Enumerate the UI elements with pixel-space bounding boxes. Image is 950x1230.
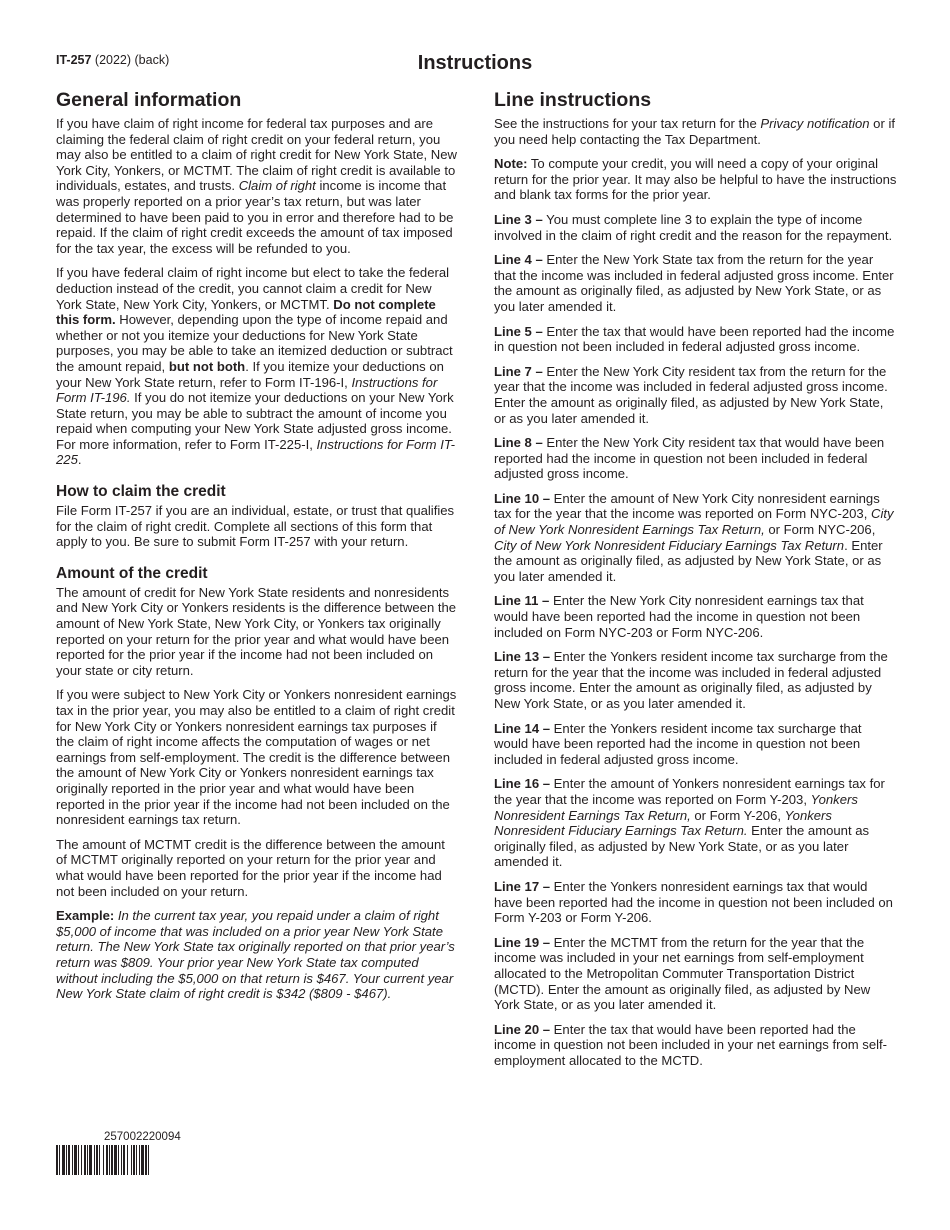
left-column [56,88,458,1011]
line-3-instruction: Line 3 – You must complete line 3 to explain the type of income involved in the claim of right credit and the reason for the repayment. [494,211,893,243]
how-to-claim-section [56,482,458,550]
line-19-instruction: Line 19 – Enter the MCTMT from the return for the year that the income was included in your net earnings from self-employment allocated to the Metropolitan Commuter Transportation District (MCTD). Enter the amount as originally filed, as adjusted by New York State, or as you later amended it. [494,934,871,1013]
line-14-instruction: Line 14 – Enter the Yonkers resident income tax surcharge that would have been reported had the income in question not been included in federal adjusted gross income. [494,720,862,767]
example-paragraph: Example: In the current tax year, you repaid under a claim of right $5,000 of income that was included on a prior year New York State return. The New York State tax originally reported on that prior year’s return was $809. Your prior year New York State tax computed without including the $5,000 on that return is $467. Your current year New York State claim of right credit is $342 ($809 - $467). [56,908,455,1002]
line-7-instruction: Line 7 – Enter the New York City resident tax from the return for the year that the income was included in federal adjusted gross income. Enter the amount as originally filed, as adjusted by New York State, or as you later amended it. [494,363,888,426]
line-10-instruction: Line 10 – Enter the amount of New York City nonresident earnings tax for the year that the income was reported on Form NYC-203, City of New York Nonresident Earnings Tax Return, or Form NYC-206, City of New York Nonresident Fiduciary Earnings Tax Return. Enter the amount as originally filed, as adjusted by New York State, or as you later amended it. [494,490,894,584]
general-information-heading: General information [56,89,242,111]
form-number: IT-257 [56,53,92,67]
form-year-side: (2022) (back) [91,53,170,67]
note-paragraph: Note: To compute your credit, you will need a copy of your original return for the prior year. It may also be helpful to have the instructions and blank tax forms for the prior year. [494,156,897,203]
how-to-claim-heading: How to claim the credit [56,483,226,501]
barcode-area [56,1131,241,1175]
amount-of-credit-section [56,564,458,1002]
line-13-instruction: Line 13 – Enter the Yonkers resident income tax surcharge from the return for the year that the income was included in federal adjusted gross income. Enter the amount as originally filed, as adjusted by New York State, or as you later amended it. [494,649,888,711]
general-info-paragraph-1: If you have claim of right income for federal tax purposes and are claiming the federal claim of right credit on your federal return, you may also be entitled to a claim of right credit for New York State, New York City, Yonkers, or MCTMT. The claim of right credit is available to individuals, estates, and trusts. Claim of right income is income that was properly reported on a prior year’s tax return, but was later determined to have been paid to you in error and therefore had to be repaid. If the claim of right credit exceeds the amount of tax imposed for the tax year, the excess will be refunded to you. [56,116,458,256]
general-info-paragraph-2: If you have federal claim of right income but elect to take the federal deduction instead of the credit, you cannot claim a credit for New York State, New York City, Yonkers, or MCTMT. Do not complete this form. However, depending upon the type of income repaid and whether or not you itemize your deductions for New York State purposes, you may be able to take an itemized deduction or subtract the amount repaid, but not both. If you itemize your deductions on your New York State return, refer to Form IT-196-I, Instructions for Form IT-196. If you do not itemize your deductions on your New York State return, you may be able to subtract the amount of income you repaid when computing your New York State adjusted gross income. For more information, refer to Form IT-225-I, Instructions for Form IT-225. [56,265,455,468]
right-column [494,88,897,1077]
amount-of-credit-heading: Amount of the credit [56,564,208,582]
amount-paragraph-2: If you were subject to New York City or Yonkers nonresident earnings tax in the prior year, you may also be entitled to a claim of right credit for New York City or Yonkers nonresident earnings tax purposes if the claim of right income affects the computation of wages or net earnings from self-employment. The credit is the difference between the amount of New York City or Yonkers nonresident earnings tax originally reported in the prior year and what would have been reported in the prior year if the income had not been included on the nonresident earnings tax return. [56,687,457,828]
line-instructions-heading: Line instructions [494,89,652,111]
barcode-image [56,1145,241,1175]
page-title: Instructions [417,52,533,74]
line-16-instruction: Line 16 – Enter the amount of Yonkers nonresident earnings tax for the year that the income was reported on Form Y-203, Yonkers Nonresident Earnings Tax Return, or Form Y-206, Yonkers Nonresident Fiduciary Earnings Tax Return. Enter the amount as originally filed, as adjusted by New York State, or as you later amended it. [494,776,885,870]
general-information-section [56,88,458,468]
line-5-instruction: Line 5 – Enter the tax that would have been reported had the income in question not been included in federal adjusted gross income. [494,323,895,355]
line-8-instruction: Line 8 – Enter the New York City resident tax that would have been reported had the income in question not been included in federal adjusted gross income. [494,435,885,482]
line-11-instruction: Line 11 – Enter the New York City nonresident earnings tax that would have been reported had the income in question not been included on Form NYC-203 or Form NYC-206. [494,593,864,640]
line-instructions-intro: See the instructions for your tax return for the Privacy notification or if you need help contacting the Tax Department. [494,116,896,147]
line-20-instruction: Line 20 – Enter the tax that would have been reported had the income in question not been included in your net earnings from self-employment allocated to the MCTD. [494,1021,888,1068]
line-4-instruction: Line 4 – Enter the New York State tax from the return for the year that the income was included in federal adjusted gross income. Enter the amount as originally filed, as adjusted by New York State, or as you later amended it. [494,252,894,314]
how-to-claim-paragraph: File Form IT-257 if you are an individual, estate, or trust that qualifies for the claim of right credit. Complete all sections of this form that apply to you. Be sure to submit Form IT-257 with your return. [56,503,455,550]
amount-paragraph-1: The amount of credit for New York State residents and nonresidents and New York City or Yonkers residents is the difference between the amount of New York State, New York City, or Yonkers tax originally reported on your return for the prior year and what would have been reported for the prior year if the income had not been included on your state or city return. [56,584,457,678]
line-17-instruction: Line 17 – Enter the Yonkers nonresident earnings tax that would have been reported had the income in question not been included on Form Y-203 or Form Y-206. [494,878,893,926]
amount-paragraph-3: The amount of MCTMT credit is the difference between the amount of MCTMT originally reported on your return for the prior year and what would have been reported for the prior year if the income had not been included on your return. [56,836,445,899]
barcode-number: 257002220094 [104,1131,181,1143]
